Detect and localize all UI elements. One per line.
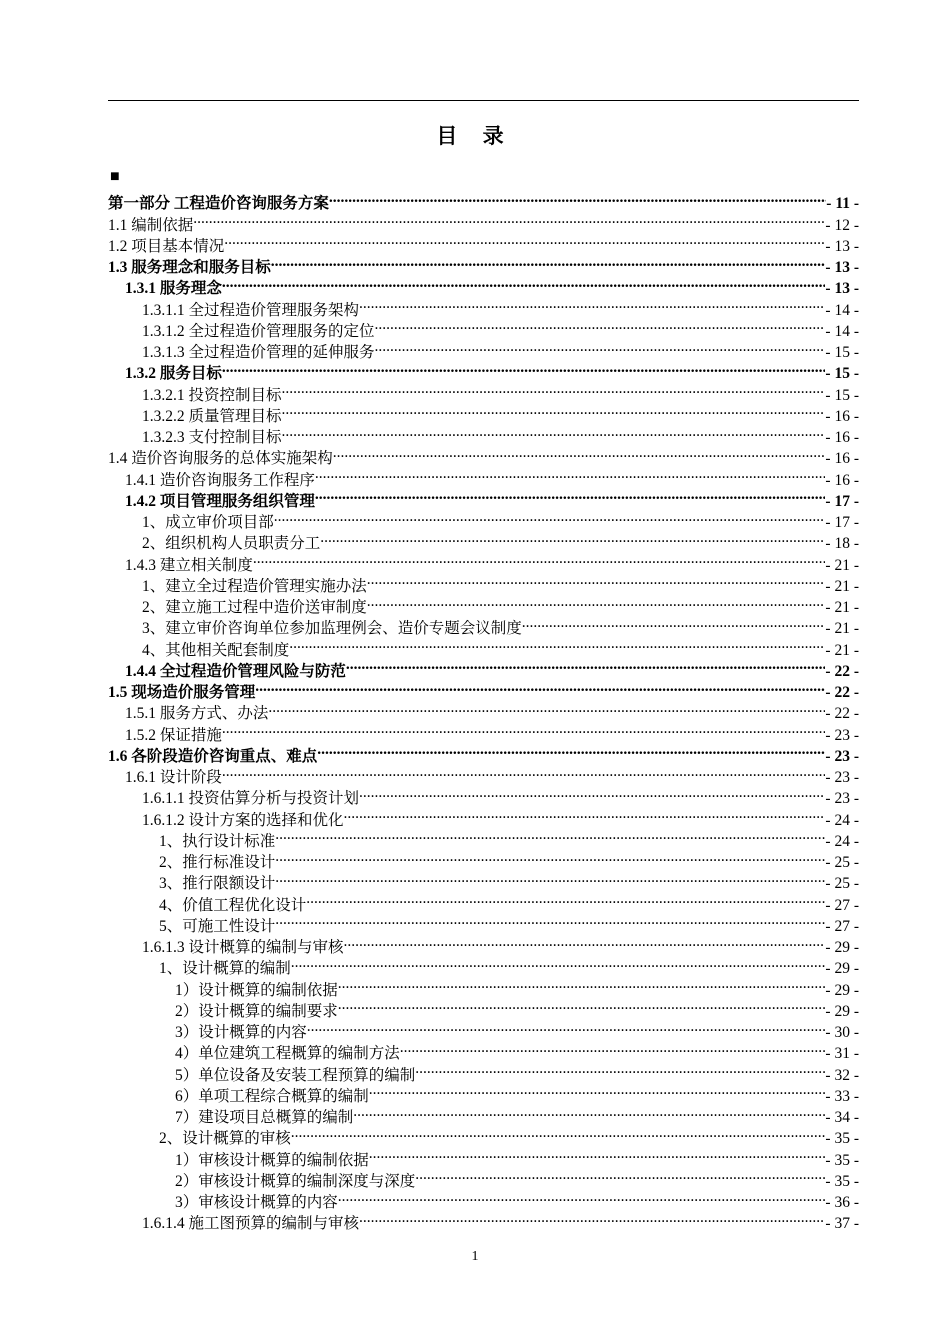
toc-entry-title: 1.4.1 造价咨询服务工作程序 bbox=[125, 471, 315, 489]
toc-entry[interactable] bbox=[108, 187, 859, 213]
toc-entry-page: - 18 - bbox=[825, 535, 859, 553]
toc-entry-page: - 32 - bbox=[825, 1066, 859, 1084]
toc-entry-page: - 16 - bbox=[825, 471, 859, 489]
toc-entry-page: - 16 - bbox=[825, 450, 859, 468]
toc-entry-title: 7）建设项目总概算的编制 bbox=[175, 1109, 354, 1126]
toc-entry-page: - 25 - bbox=[825, 875, 859, 893]
dot-leader bbox=[344, 931, 826, 952]
toc-title: 目 录 bbox=[436, 124, 514, 148]
dot-leader bbox=[367, 570, 826, 591]
toc-entry-title: 1.5.2 保证措施 bbox=[125, 726, 222, 744]
toc-entry-title: 1.5.1 服务方式、办法 bbox=[125, 705, 269, 723]
toc-entry-title: 4、其他相关配套制度 bbox=[142, 641, 290, 659]
dot-leader bbox=[275, 825, 825, 846]
toc-entry-title: 1）审核设计概算的编制依据 bbox=[175, 1151, 369, 1169]
dot-leader bbox=[291, 1122, 826, 1143]
toc-entry-title: 4）单位建筑工程概算的编制方法 bbox=[175, 1045, 400, 1063]
toc-entry-page: - 25 - bbox=[825, 854, 859, 871]
toc-entry-title: 6）单项工程综合概算的编制 bbox=[175, 1087, 369, 1105]
toc-entry-title: 1.5 现场造价服务管理 bbox=[108, 684, 256, 701]
toc-entry-page: - 17 - bbox=[825, 514, 859, 531]
dot-leader bbox=[359, 782, 825, 803]
dot-leader bbox=[275, 910, 825, 931]
dot-leader bbox=[275, 846, 825, 867]
dot-leader bbox=[268, 697, 825, 718]
toc-entry-title: 第一部分 工程造价咨询服务方案 bbox=[108, 195, 329, 213]
toc-entry-title: 2）设计概算的编制要求 bbox=[175, 1002, 338, 1020]
dot-leader bbox=[222, 357, 826, 378]
toc-entry-title: 5、可施工性设计 bbox=[159, 917, 276, 935]
toc-entry-page: - 29 - bbox=[825, 960, 859, 978]
toc-entry-page: - 23 - bbox=[825, 790, 859, 808]
dot-leader bbox=[359, 293, 825, 314]
toc-entry-title: 2、建立施工过程中造价送审制度 bbox=[142, 599, 367, 616]
toc-entry-page: - 13 - bbox=[825, 259, 859, 276]
toc-entry-title: 2、组织机构人员职责分工 bbox=[142, 535, 321, 553]
toc-entry-page: - 15 - bbox=[825, 344, 859, 361]
toc-entry-page: - 22 - bbox=[825, 662, 859, 680]
toc-entry[interactable] bbox=[108, 208, 859, 234]
toc-entry-title: 1.3.1.1 全过程造价管理服务架构 bbox=[142, 301, 360, 319]
toc-entry-page: - 36 - bbox=[825, 1194, 859, 1211]
toc-entry-title: 4、价值工程优化设计 bbox=[159, 896, 307, 914]
dot-leader bbox=[344, 803, 826, 824]
dot-leader bbox=[415, 1058, 825, 1079]
toc-entry-page: - 23 - bbox=[825, 726, 859, 744]
toc-entry-page: - 16 - bbox=[825, 429, 859, 446]
toc-entry-page: - 22 - bbox=[825, 684, 859, 701]
toc-entry-title: 3、推行限额设计 bbox=[159, 875, 276, 893]
dot-leader bbox=[353, 1101, 825, 1122]
dot-leader bbox=[522, 612, 826, 633]
dot-leader bbox=[222, 718, 826, 739]
dot-leader bbox=[346, 655, 826, 676]
dot-leader bbox=[253, 548, 826, 569]
toc-entry-title: 1.6.1.4 施工图预算的编制与审核 bbox=[142, 1215, 360, 1233]
dot-leader bbox=[271, 251, 826, 272]
toc-entry-page: - 24 - bbox=[825, 832, 859, 850]
toc-entry[interactable] bbox=[108, 230, 859, 255]
toc-entry-page: - 21 - bbox=[825, 620, 859, 638]
toc-entry-title: 2、推行标准设计 bbox=[159, 854, 276, 871]
dot-leader bbox=[222, 761, 826, 782]
dot-leader bbox=[282, 421, 826, 442]
toc-entry-page: - 37 - bbox=[825, 1215, 859, 1233]
toc-entry-page: - 27 - bbox=[825, 896, 859, 914]
dot-leader bbox=[329, 187, 826, 208]
toc-entry-page: - 34 - bbox=[825, 1109, 859, 1126]
toc-entry-page: - 31 - bbox=[825, 1045, 859, 1063]
toc-entry-page: - 17 - bbox=[825, 492, 859, 510]
toc-entry-page: - 24 - bbox=[825, 811, 859, 829]
toc-entry-page: - 29 - bbox=[825, 1002, 859, 1020]
dot-leader bbox=[306, 888, 825, 909]
toc-entry-title: 1.6.1.3 设计概算的编制与审核 bbox=[142, 939, 344, 956]
toc-entry-page: - 21 - bbox=[825, 599, 859, 616]
toc-entry-title: 1、建立全过程造价管理实施办法 bbox=[142, 577, 367, 595]
dot-leader bbox=[338, 995, 826, 1016]
toc-entry-page: - 35 - bbox=[825, 1151, 859, 1169]
toc-entry-title: 1.3.2.1 投资控制目标 bbox=[142, 386, 282, 404]
toc-entry-title: 1.1 编制依据 bbox=[108, 216, 194, 234]
toc-entry-title: 2、设计概算的审核 bbox=[159, 1130, 291, 1148]
toc-entry-title: 1.4.3 建立相关制度 bbox=[125, 556, 253, 574]
toc-entry-page: - 14 - bbox=[825, 322, 859, 340]
toc-entry-title: 1.3.1 服务理念 bbox=[125, 280, 222, 298]
dot-leader bbox=[315, 463, 826, 484]
dot-leader bbox=[338, 973, 826, 994]
toc-entry-page: - 21 - bbox=[825, 556, 859, 574]
toc-entry-title: 1、设计概算的编制 bbox=[159, 960, 291, 978]
toc-entry-page: - 22 - bbox=[825, 705, 859, 723]
toc-entry-page: - 21 - bbox=[825, 641, 859, 659]
dot-leader bbox=[338, 1186, 826, 1207]
toc-entry-title: 1.4 造价咨询服务的总体实施架构 bbox=[108, 450, 333, 468]
dot-leader bbox=[369, 1080, 826, 1101]
toc-entry-title: 3、建立审价咨询单位参加监理例会、造价专题会议制度 bbox=[142, 620, 522, 638]
dot-leader bbox=[317, 740, 825, 761]
dot-leader bbox=[307, 1016, 826, 1037]
dot-leader bbox=[400, 1037, 826, 1058]
toc-entry-title: 1.6.1 设计阶段 bbox=[125, 769, 222, 786]
toc-entry-page: - 13 - bbox=[825, 280, 859, 298]
toc-entry-page: - 35 - bbox=[825, 1172, 859, 1190]
toc-entry-page: - 27 - bbox=[825, 917, 859, 935]
toc-entry-page: - 14 - bbox=[825, 301, 859, 319]
toc-entry-title: 1.3.2 服务目标 bbox=[125, 365, 222, 383]
toc-entry-page: - 33 - bbox=[825, 1087, 859, 1105]
toc-entry-title: 3）审核设计概算的内容 bbox=[175, 1194, 338, 1211]
toc-entry-title: 1、成立审价项目部 bbox=[142, 514, 274, 531]
toc-entry-page: - 11 - bbox=[826, 195, 859, 213]
toc-entry-title: 1.4.4 全过程造价管理风险与防范 bbox=[125, 662, 346, 680]
dot-leader bbox=[333, 442, 826, 463]
dot-leader bbox=[369, 1143, 826, 1164]
toc-entry-page: - 13 - bbox=[825, 237, 859, 255]
toc-entry-title: 1.3.1.2 全过程造价管理服务的定位 bbox=[142, 322, 375, 340]
toc-entry-title: 1.3.1.3 全过程造价管理的延伸服务 bbox=[142, 344, 375, 361]
dot-leader bbox=[274, 506, 826, 527]
toc-entry-title: 1.2 项目基本情况 bbox=[108, 237, 225, 255]
toc-entry-title: 5）单位设备及安装工程预算的编制 bbox=[175, 1066, 416, 1084]
toc-entry-page: - 12 - bbox=[825, 216, 859, 234]
toc-entry-title: 2）审核设计概算的编制深度与深度 bbox=[175, 1172, 416, 1190]
toc-entry-page: - 35 - bbox=[825, 1130, 859, 1148]
dot-leader bbox=[315, 485, 826, 506]
toc-entry-page: - 16 - bbox=[825, 407, 859, 425]
toc-entry-page: - 21 - bbox=[825, 577, 859, 595]
toc-entry-page: - 15 - bbox=[825, 386, 859, 404]
toc-entry-page: - 29 - bbox=[825, 939, 859, 956]
dot-leader bbox=[282, 378, 826, 399]
dot-leader bbox=[224, 230, 825, 251]
toc-entry-title: 1）设计概算的编制依据 bbox=[175, 981, 338, 999]
dot-leader bbox=[359, 1207, 825, 1228]
toc-entry-page: - 29 - bbox=[825, 981, 859, 999]
dot-leader bbox=[291, 952, 826, 973]
square-bullet-icon: ■ bbox=[110, 168, 120, 185]
toc-entry-title: 1.3 服务理念和服务目标 bbox=[108, 259, 271, 276]
toc-entry-title: 3）设计概算的内容 bbox=[175, 1024, 307, 1041]
page-number: 1 bbox=[471, 1249, 479, 1264]
toc-entry-page: - 23 - bbox=[825, 747, 859, 765]
dot-leader bbox=[367, 591, 826, 612]
dot-leader bbox=[222, 272, 826, 293]
toc-entry-title: 1、执行设计标准 bbox=[159, 832, 276, 850]
toc-entry-title: 1.4.2 项目管理服务组织管理 bbox=[125, 492, 315, 510]
dot-leader bbox=[415, 1165, 825, 1186]
dot-leader bbox=[282, 400, 826, 421]
dot-leader bbox=[275, 867, 825, 888]
toc-entry-page: - 15 - bbox=[825, 365, 859, 383]
dot-leader bbox=[193, 208, 825, 229]
toc-entry-title: 1.3.2.3 支付控制目标 bbox=[142, 429, 282, 446]
table-of-contents bbox=[108, 187, 859, 1233]
dot-leader bbox=[375, 315, 826, 336]
toc-entry-page: - 30 - bbox=[825, 1024, 859, 1041]
toc-entry-title: 1.3.2.2 质量管理目标 bbox=[142, 407, 282, 425]
dot-leader bbox=[289, 633, 825, 654]
dot-leader bbox=[255, 676, 825, 697]
header-rule bbox=[108, 100, 859, 101]
toc-entry-title: 1.6.1.1 投资估算分析与投资计划 bbox=[142, 790, 360, 808]
dot-leader bbox=[320, 527, 825, 548]
dot-leader bbox=[375, 336, 826, 357]
toc-entry-page: - 23 - bbox=[825, 769, 859, 786]
toc-entry-title: 1.6.1.2 设计方案的选择和优化 bbox=[142, 811, 344, 829]
toc-entry-title: 1.6 各阶段造价咨询重点、难点 bbox=[108, 747, 318, 765]
